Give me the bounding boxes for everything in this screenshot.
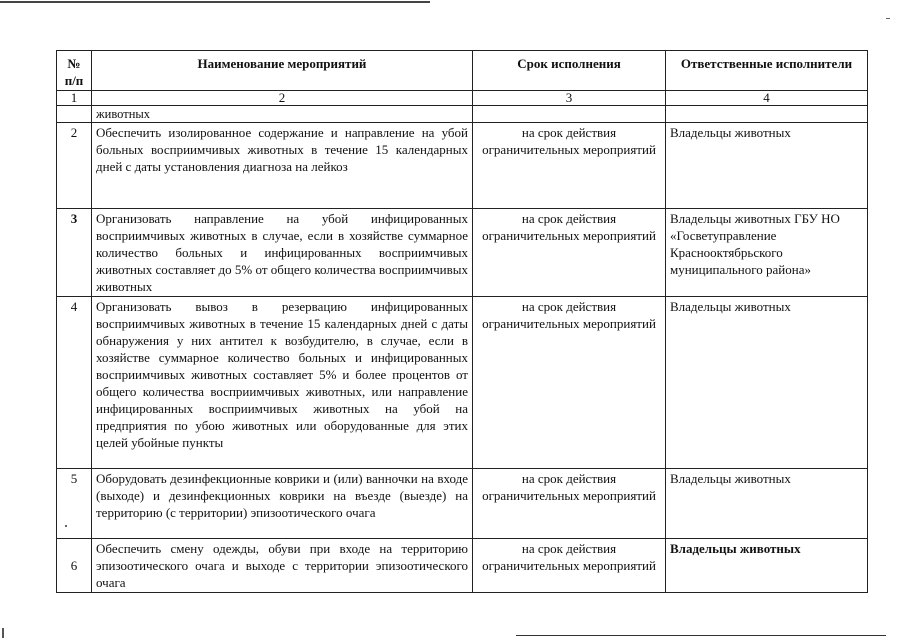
column-number: 3 <box>473 91 666 106</box>
measure-responsible: Владельцы животных <box>666 469 868 539</box>
row-number: 4 <box>57 297 92 469</box>
cell-empty <box>666 106 868 123</box>
measure-term: на срок действия ограничительных мероприятий <box>473 469 666 539</box>
row-number: 2 <box>57 123 92 209</box>
measure-term: на срок действия ограничительных мероприятий <box>473 123 666 209</box>
table-row <box>57 469 868 539</box>
measure-responsible: Владельцы животных ГБУ НО «Госветуправление Краснооктябрьского муниципального района» <box>666 209 868 297</box>
column-numbers-row <box>57 91 868 106</box>
cell-empty <box>57 106 92 123</box>
scan-edge-top <box>0 1 430 3</box>
header-resp: Ответственные исполнители <box>666 51 868 91</box>
row-number: 3 <box>57 209 92 297</box>
measure-name: Оборудовать дезинфекционные коврики и (или) ванночки на входе (выходе) и дезинфекционных коврики на въезде (выезде) на территорию (с территории) эпизоотического очага <box>92 469 473 539</box>
table-row <box>57 123 868 209</box>
header-num: № п/п <box>57 51 92 91</box>
scan-mark-left <box>2 628 4 638</box>
column-number: 2 <box>92 91 473 106</box>
measure-name: Организовать вывоз в резервацию инфицированных восприимчивых животных в течение 15 календарных дней с даты обнаружения у них антител к возбудителю, в случае, если в хозяйстве суммарное количество больных и инфицированных восприимчивых животных составляет 5% и более процентов от общего количества восприимчивых животных, или направление инфицированных восприимчивых животных на убой на предприятия по убою животных или оборудованные для этих целей убойные пункты <box>92 297 473 469</box>
measure-name: Организовать направление на убой инфицированных восприимчивых животных в случае, если в хозяйстве суммарное количество больных и инфицированных восприимчивых животных составляет до 5% от общего количества восприимчивых животных <box>92 209 473 297</box>
table-header-row <box>57 51 868 91</box>
measure-term: на срок действия ограничительных мероприятий <box>473 539 666 593</box>
table-row <box>57 297 868 469</box>
header-term: Срок исполнения <box>473 51 666 91</box>
table-row <box>57 209 868 297</box>
measures-table <box>56 50 868 593</box>
scan-edge-bottom <box>516 635 886 636</box>
continuation-row <box>57 106 868 123</box>
scan-mark-right <box>886 18 890 19</box>
measure-responsible: Владельцы животных <box>666 297 868 469</box>
header-name: Наименование мероприятий <box>92 51 473 91</box>
measure-name: Обеспечить смену одежды, обуви при входе на территорию эпизоотического очага и выходе с территории эпизоотического очага <box>92 539 473 593</box>
measure-term: на срок действия ограничительных мероприятий <box>473 297 666 469</box>
column-number: 1 <box>57 91 92 106</box>
column-number: 4 <box>666 91 868 106</box>
measure-name: Обеспечить изолированное содержание и направление на убой больных восприимчивых животных в течение 15 календарных дней с даты установления диагноза на лейкоз <box>92 123 473 209</box>
cell-empty <box>473 106 666 123</box>
continuation-text: животных <box>92 106 473 123</box>
row-number: 5 <box>57 469 92 539</box>
measure-responsible: Владельцы животных <box>666 539 868 593</box>
table-row <box>57 539 868 593</box>
row-number: 6 <box>57 539 92 593</box>
measure-term: на срок действия ограничительных мероприятий <box>473 209 666 297</box>
measure-responsible: Владельцы животных <box>666 123 868 209</box>
